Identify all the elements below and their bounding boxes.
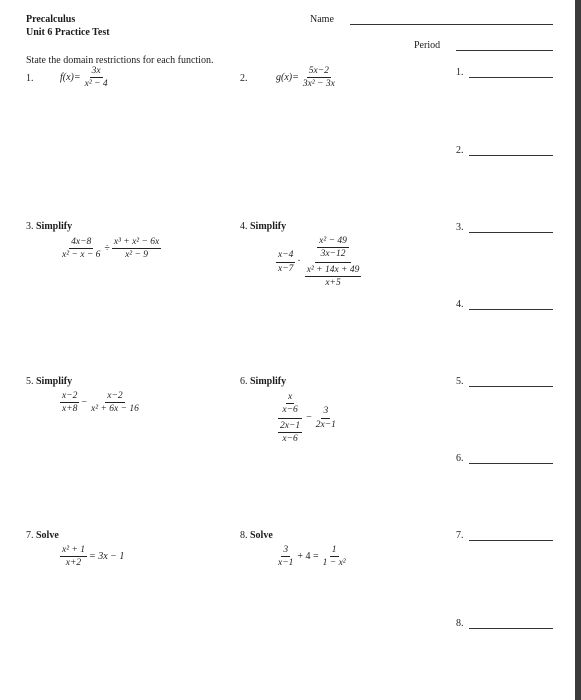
operator: + 4 = bbox=[297, 550, 319, 562]
fraction-numerator: x² − 49 bbox=[317, 236, 349, 248]
operator: · bbox=[297, 256, 301, 268]
answer-label-2: 2. bbox=[456, 145, 464, 156]
problem-1-fraction bbox=[83, 66, 110, 90]
problem-5-fraction-2 bbox=[89, 391, 141, 415]
problem-5-number: 5. bbox=[26, 376, 34, 387]
problem-7-rhs: = 3x − 1 bbox=[88, 550, 125, 562]
problem-8-heading bbox=[240, 531, 273, 541]
problem-4-fraction-1 bbox=[276, 250, 295, 274]
fraction-numerator: 5x−2 bbox=[307, 66, 331, 78]
problem-6 bbox=[276, 392, 338, 445]
fraction-denominator: x−1 bbox=[278, 558, 294, 569]
answer-field-7[interactable] bbox=[469, 540, 553, 541]
answer-field-8[interactable] bbox=[469, 628, 553, 629]
problem-4 bbox=[276, 236, 363, 289]
unit-title: Unit 6 Practice Test bbox=[26, 27, 110, 38]
name-label: Name bbox=[310, 14, 334, 25]
problem-6-heading bbox=[240, 377, 286, 387]
fraction-denominator: x−7 bbox=[278, 263, 294, 274]
complex-bottom bbox=[305, 265, 362, 289]
period-field[interactable] bbox=[456, 50, 553, 51]
fraction-denominator: x−6 bbox=[282, 405, 298, 416]
problem-7-fraction bbox=[60, 545, 87, 569]
answer-label-5: 5. bbox=[456, 376, 464, 387]
problem-1-number: 1. bbox=[26, 73, 34, 84]
problem-5-fraction-1 bbox=[60, 391, 79, 415]
answer-label-7: 7. bbox=[456, 530, 464, 541]
answer-field-5[interactable] bbox=[469, 386, 553, 387]
instructions: State the domain restrictions for each function. bbox=[26, 55, 214, 66]
fraction-denominator: x² + 6x − 16 bbox=[91, 404, 139, 415]
page-edge bbox=[575, 0, 581, 700]
answer-label-8: 8. bbox=[456, 618, 464, 629]
fraction-numerator: x² + 14x + 49 bbox=[305, 265, 362, 277]
operator: − bbox=[81, 396, 88, 408]
period-label: Period bbox=[414, 40, 441, 51]
problem-4-title: Simplify bbox=[250, 221, 287, 232]
problem-8-fraction-2 bbox=[321, 545, 348, 569]
fraction-numerator: 1 bbox=[330, 545, 339, 557]
course-title: Precalculus bbox=[26, 14, 76, 25]
fraction-denominator: x+5 bbox=[325, 278, 341, 289]
problem-7-number: 7. bbox=[26, 530, 34, 541]
problem-3-number: 3. bbox=[26, 221, 34, 232]
problem-7-heading bbox=[26, 531, 59, 541]
complex-top bbox=[280, 392, 299, 416]
problem-6-complex-fraction bbox=[276, 392, 304, 445]
fraction-numerator: 2x−1 bbox=[278, 421, 302, 433]
fraction-denominator: x² − 9 bbox=[125, 250, 149, 261]
problem-3 bbox=[60, 237, 161, 261]
answer-field-2[interactable] bbox=[469, 155, 553, 156]
problem-1 bbox=[60, 66, 110, 90]
problem-4-heading bbox=[240, 222, 286, 232]
problem-4-number: 4. bbox=[240, 221, 248, 232]
fraction-denominator: 1 − x² bbox=[322, 558, 346, 569]
fraction-denominator: x+2 bbox=[65, 558, 82, 569]
fraction-numerator: x³ + x² − 6x bbox=[112, 237, 161, 249]
answer-field-4[interactable] bbox=[469, 309, 553, 310]
answer-label-6: 6. bbox=[456, 453, 464, 464]
problem-3-heading bbox=[26, 222, 72, 232]
fraction-denominator: 3x² − 3x bbox=[302, 79, 335, 90]
problem-2-fraction bbox=[301, 66, 337, 90]
name-field[interactable] bbox=[350, 24, 553, 25]
answer-label-4: 4. bbox=[456, 299, 464, 310]
problem-2-lhs: g(x)= bbox=[276, 71, 299, 83]
answer-field-3[interactable] bbox=[469, 232, 553, 233]
problem-3-fraction-2 bbox=[112, 237, 161, 261]
fraction-numerator: 3 bbox=[321, 406, 330, 418]
problem-7-title: Solve bbox=[36, 530, 59, 541]
operator: ÷ bbox=[104, 242, 110, 254]
fraction-numerator: x² + 1 bbox=[60, 545, 87, 557]
problem-6-title: Simplify bbox=[250, 376, 287, 387]
problem-2 bbox=[276, 66, 337, 90]
answer-field-6[interactable] bbox=[469, 463, 553, 464]
problem-6-number: 6. bbox=[240, 376, 248, 387]
operator: − bbox=[306, 412, 312, 424]
fraction-numerator: 3 bbox=[281, 545, 290, 557]
answer-label-3: 3. bbox=[456, 222, 464, 233]
problem-3-fraction-1 bbox=[60, 237, 102, 261]
complex-top bbox=[317, 236, 349, 260]
problem-3-title: Simplify bbox=[36, 221, 73, 232]
problem-7 bbox=[60, 545, 124, 569]
problem-5 bbox=[60, 391, 141, 415]
fraction-denominator: x² − x − 6 bbox=[62, 250, 101, 261]
problem-2-number: 2. bbox=[240, 73, 248, 84]
problem-8-fraction-1 bbox=[276, 545, 295, 569]
problem-1-lhs: f(x)= bbox=[60, 71, 81, 83]
fraction-denominator: 3x−12 bbox=[320, 249, 346, 260]
problem-8 bbox=[276, 545, 348, 569]
fraction-numerator: x−2 bbox=[60, 391, 79, 403]
fraction-numerator: x−4 bbox=[276, 250, 295, 262]
fraction-denominator: x+8 bbox=[62, 404, 78, 415]
problem-5-heading bbox=[26, 377, 72, 387]
complex-bottom bbox=[278, 421, 302, 445]
problem-8-number: 8. bbox=[240, 530, 248, 541]
answer-field-1[interactable] bbox=[469, 77, 553, 78]
problem-5-title: Simplify bbox=[36, 376, 73, 387]
fraction-numerator: x bbox=[286, 392, 294, 404]
fraction-numerator: 4x−8 bbox=[69, 237, 93, 249]
problem-6-fraction-2 bbox=[314, 406, 338, 430]
fraction-denominator: 2x−1 bbox=[315, 419, 336, 430]
fraction-denominator: x² − 4 bbox=[84, 79, 108, 90]
fraction-numerator: 3x bbox=[90, 66, 103, 78]
fraction-numerator: x−2 bbox=[105, 391, 124, 403]
problem-8-title: Solve bbox=[250, 530, 273, 541]
problem-4-complex-fraction bbox=[303, 236, 364, 289]
fraction-denominator: x−6 bbox=[282, 434, 298, 445]
answer-label-1: 1. bbox=[456, 67, 464, 78]
